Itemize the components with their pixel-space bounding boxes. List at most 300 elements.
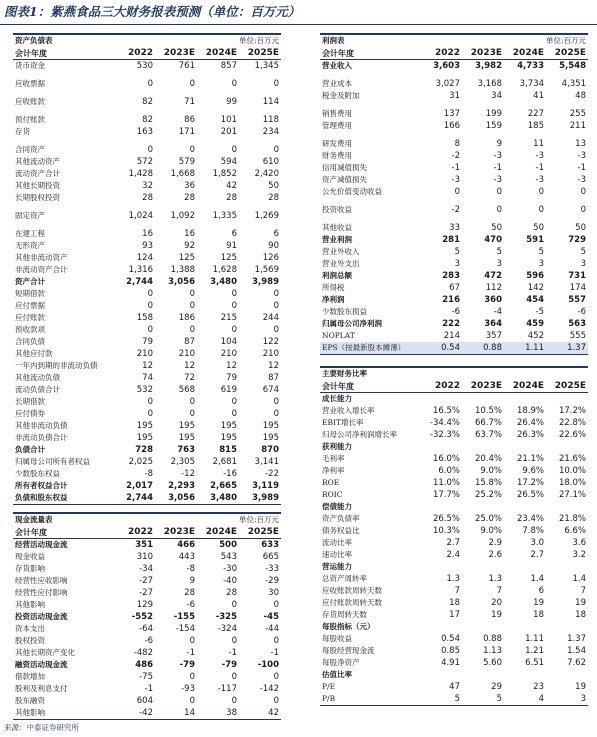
cell-value: -79 (221, 660, 237, 670)
cell-value: 32 (142, 181, 153, 191)
row-label: 资产负债率 (322, 514, 360, 523)
cell-value: 1,628 (212, 265, 237, 275)
cell-value: 1,024 (128, 211, 153, 221)
cell-value: 33 (449, 223, 460, 233)
row-label: 固定资产 (15, 211, 45, 220)
cell-value: 214 (443, 331, 460, 341)
cell-value: 486 (135, 660, 153, 670)
cell-value: 2,293 (168, 481, 195, 491)
cell-value: 87 (268, 373, 279, 383)
row-label: 其他非流动负债 (15, 421, 68, 430)
table-row (13, 276, 281, 288)
cell-value: -2 (451, 151, 460, 161)
cell-value: 2,420 (254, 169, 279, 179)
cell-value: 234 (262, 127, 279, 137)
cell-value: 0 (273, 289, 279, 299)
table-row (13, 324, 281, 336)
table-row (320, 90, 588, 102)
table-row (320, 258, 588, 270)
cell-value: 563 (568, 319, 586, 329)
row-label: 存货周转天数 (322, 610, 367, 619)
cell-value: 26.5% (432, 514, 460, 524)
cell-value: 633 (261, 540, 279, 550)
cell-value: 9.6% (522, 466, 544, 476)
table-row (320, 597, 588, 609)
cell-value: 129 (136, 600, 153, 610)
cell-value: 12 (142, 361, 153, 371)
cell-value: 1.4 (530, 574, 544, 584)
row-label: 归母公司净利润增长率 (322, 430, 397, 439)
table-row (320, 78, 588, 90)
cell-value: -75 (139, 672, 153, 682)
cell-value: 0 (273, 301, 279, 311)
cell-value: 21.6% (558, 454, 586, 464)
table-row (13, 168, 281, 180)
table-row (320, 561, 588, 573)
cell-value: 3,168 (477, 79, 502, 89)
cell-value: -3 (577, 175, 586, 185)
row-label: 营业成本 (322, 79, 352, 88)
cell-value: 74 (142, 373, 153, 383)
row-label: 流动资产合计 (15, 169, 60, 178)
cell-value: 124 (136, 253, 153, 263)
cell-value: 104 (220, 337, 237, 347)
cell-value: 0.88 (483, 634, 502, 644)
cell-value: -29 (265, 576, 279, 586)
cell-value: 28 (226, 193, 237, 203)
row-label: ROE (322, 478, 340, 487)
cell-value: 2.7 (446, 538, 460, 548)
cell-value: 18 (533, 610, 544, 620)
cell-value: 1.21 (525, 646, 544, 656)
cell-value: 101 (220, 115, 237, 125)
table-row (320, 342, 588, 355)
cell-value: 364 (484, 319, 502, 329)
cell-value: 3.6 (572, 538, 586, 548)
cell-value: 2,665 (210, 481, 237, 491)
cell-value: 16 (184, 229, 195, 239)
row-label: 其他流动负债 (15, 373, 60, 382)
cell-value: 0 (147, 409, 153, 419)
table-header-row (320, 47, 588, 60)
table-row (320, 453, 588, 465)
table-row (320, 477, 588, 489)
table-row (13, 210, 281, 222)
cell-value: 0.54 (441, 634, 460, 644)
cell-value: 6.6% (564, 526, 586, 536)
cell-value: 8 (454, 139, 460, 149)
table-row (13, 384, 281, 396)
cell-value: 86 (184, 115, 195, 125)
cell-value: 17 (449, 610, 460, 620)
table-row (13, 468, 281, 480)
cell-value: 0 (189, 325, 195, 335)
row-label: NOPLAT (322, 331, 355, 340)
cell-value: 3,480 (210, 277, 237, 287)
row-label: EBIT增长率 (322, 418, 364, 427)
cell-value: -22 (265, 469, 279, 479)
cell-value: 5.60 (483, 658, 502, 668)
cell-value: 11 (533, 139, 544, 149)
cell-value: 555 (569, 331, 586, 341)
row-label: 股权投资 (15, 636, 45, 645)
cell-value: 351 (135, 540, 153, 550)
table-row (13, 611, 281, 623)
cell-value: 610 (262, 157, 279, 167)
row-label: 财务费用 (322, 151, 352, 160)
cell-value: 665 (262, 552, 279, 562)
cell-value: 211 (569, 121, 586, 131)
cell-value: 38 (197, 707, 239, 720)
row-label: 投资收益 (322, 205, 352, 214)
header-year: 2023E (155, 526, 197, 539)
header-label: 会计年度 (320, 380, 420, 393)
row-label: 应付债券 (15, 409, 45, 418)
cell-value: 12 (184, 361, 195, 371)
row-label: 净利润 (322, 295, 345, 304)
table-row (320, 246, 588, 258)
cell-value (546, 501, 588, 513)
cell-value: -1 (535, 163, 544, 173)
cell-value: 72 (184, 373, 195, 383)
cell-value: 125 (178, 253, 195, 263)
cell-value: 454 (526, 295, 544, 305)
table-row (13, 240, 281, 252)
table-row (13, 659, 281, 671)
cell-value: 0 (538, 187, 544, 197)
cell-value: -1 (493, 163, 502, 173)
cell-value: 18 (575, 610, 586, 620)
cell-value: 2,744 (126, 277, 153, 287)
cell-value: 1.3 (488, 574, 502, 584)
cell-value: 0 (147, 301, 153, 311)
table-header-row (13, 526, 281, 539)
table-row (320, 645, 588, 657)
row-label: 归属母公司净利润 (322, 319, 382, 328)
cell-value: 3,989 (239, 492, 281, 505)
table-row (13, 444, 281, 456)
row-label: 股利及利息支付 (15, 684, 68, 693)
cell-value: 18 (449, 598, 460, 608)
table-row (320, 513, 588, 525)
cell-value: 195 (262, 421, 279, 431)
cell-value: -6 (577, 307, 586, 317)
cell-value (420, 393, 462, 406)
table-row (320, 234, 588, 246)
table-row (13, 180, 281, 192)
cell-value: 3,141 (254, 457, 279, 467)
cell-value (504, 441, 546, 453)
cell-value: 99 (226, 97, 237, 107)
header-label: 会计年度 (13, 526, 113, 539)
cell-value: 210 (220, 349, 237, 359)
cell-value: 0 (231, 672, 237, 682)
row-label: 应付票据 (15, 301, 45, 310)
cell-value: 186 (178, 313, 195, 323)
cell-value: 6 (538, 586, 544, 596)
balance-sheet-unit: 单位:百万元 (197, 34, 281, 47)
table-row (13, 671, 281, 683)
cell-value: 283 (442, 271, 460, 281)
cell-value: 13 (575, 139, 586, 149)
cell-value: 3,480 (197, 492, 239, 505)
cell-value: 0 (147, 79, 153, 89)
header-year: 2025E (239, 47, 281, 60)
cell-value: 26.4% (516, 418, 544, 428)
row-label: 营运能力 (322, 562, 352, 571)
cell-value: 29 (491, 682, 502, 692)
cell-value: 0 (231, 636, 237, 646)
cell-value: 674 (262, 385, 279, 395)
header-year: 2022 (420, 47, 462, 60)
cell-value: -117 (217, 684, 237, 694)
table-row (320, 138, 588, 150)
cell-value: 9 (189, 576, 195, 586)
table-row (13, 647, 281, 659)
table-row (13, 114, 281, 126)
row-label: 应收账款周转天数 (322, 586, 382, 595)
cell-value: 0 (189, 696, 195, 706)
cell-value: 28 (268, 193, 279, 203)
row-label: 其他长期资产变化 (15, 648, 75, 657)
table-row (13, 539, 281, 552)
row-label: 负债合计 (15, 445, 45, 454)
row-label: 应收账款 (15, 97, 45, 106)
cell-value: 12 (268, 361, 279, 371)
table-row (13, 348, 281, 360)
cell-value: 0 (147, 397, 153, 407)
row-label: 获利能力 (322, 442, 352, 451)
cell-value: -6 (186, 600, 195, 610)
table-row (320, 162, 588, 174)
cell-value: -27 (139, 576, 153, 586)
table-row (13, 126, 281, 138)
cell-value: 22.8% (558, 418, 586, 428)
cell-value: 7 (580, 586, 586, 596)
cell-value: 142 (527, 283, 544, 293)
cell-value (462, 441, 504, 453)
row-label: 经营活动现金流 (15, 540, 68, 549)
cell-value: -27 (139, 588, 153, 598)
cell-value (420, 501, 462, 513)
cell-value: -3 (451, 175, 460, 185)
table-row (13, 264, 281, 276)
cell-value: 22.6% (558, 430, 586, 440)
cell-value: 41 (533, 91, 544, 101)
cell-value: 0 (496, 187, 502, 197)
cell-value: 28 (184, 588, 195, 598)
balance-sheet-name: 资产负债表 (13, 34, 113, 47)
cell-value: 466 (177, 540, 195, 550)
table-row (13, 635, 281, 647)
cell-value (420, 561, 462, 573)
table-row (13, 96, 281, 108)
table-row (320, 222, 588, 234)
cell-value: 216 (442, 295, 460, 305)
table-row (13, 408, 281, 420)
cell-value: 166 (443, 121, 460, 131)
cell-value: 174 (569, 283, 586, 293)
cell-value: -12 (181, 469, 195, 479)
row-label: 总资产周转率 (322, 574, 367, 583)
cell-value: 604 (136, 696, 153, 706)
row-label: 其他影响 (15, 600, 45, 609)
cell-value: 594 (220, 157, 237, 167)
cell-value: 163 (136, 127, 153, 137)
cell-value: 5 (580, 247, 586, 257)
table-row (13, 623, 281, 635)
row-label: 非流动资产合计 (15, 265, 68, 274)
cell-value: 5 (496, 247, 502, 257)
cell-value: 543 (220, 552, 237, 562)
cell-value: -5 (535, 307, 544, 317)
cell-value: 0 (231, 79, 237, 89)
cell-value: 50 (575, 223, 586, 233)
table-row (13, 683, 281, 695)
cell-value: 18.0% (558, 478, 586, 488)
cell-value (546, 393, 588, 406)
cell-value: 0 (231, 600, 237, 610)
cash-flow-name: 现金流量表 (13, 513, 113, 526)
cell-value: 0 (147, 325, 153, 335)
cell-value: 48 (575, 91, 586, 101)
cell-value: 3,989 (252, 277, 279, 287)
cell-value: -154 (175, 624, 195, 634)
cell-value: 557 (568, 295, 586, 305)
cell-value: 2,681 (212, 457, 237, 467)
cell-value: 255 (569, 109, 586, 119)
row-label: 流动负债合计 (15, 385, 60, 394)
cell-value: 36 (184, 181, 195, 191)
table-row (13, 228, 281, 240)
row-label: 流动比率 (322, 538, 352, 547)
cell-value: 7.62 (567, 658, 586, 668)
cell-value: -100 (257, 660, 279, 670)
cell-value: 3 (546, 693, 588, 706)
cell-value: 0 (231, 409, 237, 419)
row-label: 所得税 (322, 283, 345, 292)
cell-value: 1,569 (254, 265, 279, 275)
table-row (320, 585, 588, 597)
cell-value: 0 (189, 409, 195, 419)
income-statement-name: 利润表 (320, 34, 420, 47)
ratios-name: 主要财务比率 (320, 367, 420, 380)
row-label: 研发费用 (322, 139, 352, 148)
cell-value: 857 (220, 61, 237, 71)
cell-value (462, 669, 504, 681)
cell-value: 3,603 (433, 61, 460, 71)
cell-value: -3 (577, 151, 586, 161)
cell-value: 357 (485, 331, 502, 341)
cell-value: 1.37 (546, 342, 588, 355)
cell-value: -8 (186, 564, 195, 574)
cell-value: 3.0 (530, 538, 544, 548)
cell-value (420, 621, 462, 633)
cell-value: 50 (491, 223, 502, 233)
cell-value: 185 (527, 121, 544, 131)
cell-value: 0 (273, 636, 279, 646)
cell-value: 0.88 (462, 342, 504, 355)
row-label: 负债和股东权益 (13, 492, 113, 505)
cell-value: 1,345 (254, 61, 279, 71)
cell-value: 500 (219, 540, 237, 550)
cell-value (504, 561, 546, 573)
cell-value: 0 (273, 600, 279, 610)
cell-value: 2,305 (170, 457, 195, 467)
cell-value: -34 (139, 564, 153, 574)
row-label: 其他影响 (13, 707, 113, 720)
cell-value: 195 (220, 421, 237, 431)
row-label: 经营性应收影响 (15, 576, 68, 585)
table-row (320, 174, 588, 186)
cell-value: 2.7 (530, 550, 544, 560)
cell-value: 195 (136, 433, 153, 443)
cell-value: 195 (220, 433, 237, 443)
table-row (320, 186, 588, 198)
cell-value: -155 (173, 612, 195, 622)
table-row (320, 669, 588, 681)
row-label: 每股指标（元） (322, 622, 375, 631)
cell-value: 0 (273, 145, 279, 155)
cell-value: 3,056 (155, 492, 197, 505)
cell-value: 16.0% (432, 454, 460, 464)
row-label: 非流动负债合计 (15, 433, 68, 442)
table-row (13, 492, 281, 505)
cell-value (504, 621, 546, 633)
table-row (320, 120, 588, 132)
cell-value: 4,351 (561, 79, 586, 89)
cell-value: 199 (485, 109, 502, 119)
cell-value: 28 (184, 193, 195, 203)
cell-value: 0 (538, 205, 544, 215)
cell-value: 729 (568, 235, 586, 245)
cell-value: 4 (504, 693, 546, 706)
title-divider (0, 24, 597, 25)
cell-value: 0 (231, 289, 237, 299)
row-label: 融资活动现金流 (15, 660, 68, 669)
cell-value: 6.0% (438, 466, 460, 476)
cell-value: -93 (181, 684, 195, 694)
cell-value: 2,744 (113, 492, 155, 505)
cell-value: 171 (178, 127, 195, 137)
table-row (13, 563, 281, 575)
row-label: 货币资金 (15, 61, 45, 70)
row-label: 投资活动现金流 (15, 612, 68, 621)
cell-value: -3 (535, 151, 544, 161)
cell-value: 7 (496, 586, 502, 596)
header-year: 2024E (504, 380, 546, 393)
cell-value: 1,428 (128, 169, 153, 179)
cell-value: 6.51 (525, 658, 544, 668)
cell-value: -3 (493, 151, 502, 161)
cell-value: -324 (217, 624, 237, 634)
cell-value: 42 (226, 181, 237, 191)
cell-value: 815 (219, 445, 237, 455)
row-label: 毛利率 (322, 454, 345, 463)
cell-value: 1,668 (170, 169, 195, 179)
table-row (320, 282, 588, 294)
cell-value: 2.6 (488, 550, 502, 560)
cell-value: 6 (273, 229, 279, 239)
cell-value: -1 (144, 684, 153, 694)
table-row (320, 441, 588, 453)
cell-value: 3,982 (475, 61, 502, 71)
cell-value: -325 (215, 612, 237, 622)
table-header-row (320, 380, 588, 393)
cell-value: -34.4% (429, 418, 460, 428)
cell-value: 15.8% (474, 478, 502, 488)
cell-value: 114 (262, 97, 279, 107)
